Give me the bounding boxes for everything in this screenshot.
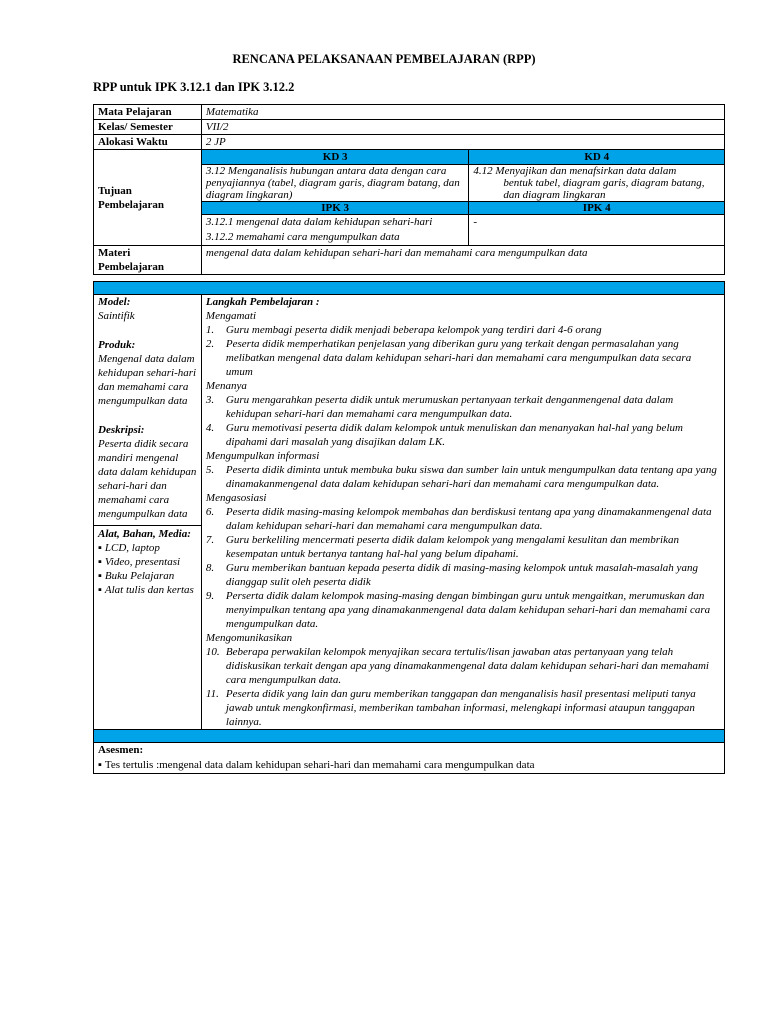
- step-item: [206, 393, 720, 421]
- alokasi-value: 2 JP: [201, 135, 724, 150]
- materi-row: [94, 246, 725, 275]
- kd4-header: KD 4: [469, 150, 725, 165]
- step-number: 11.: [205, 688, 219, 700]
- step-item: [206, 645, 720, 687]
- section-divider: [94, 730, 725, 743]
- step-text: Guru mengarahkan peserta didik untuk merumuskan pertanyaan terkait denganmengenal data dalam kehidupan sehari-hari dan memahami cara mengumpulkan data.: [225, 394, 674, 420]
- asesmen-label: Asesmen:: [98, 744, 144, 756]
- step-number: 5.: [205, 464, 215, 476]
- alat-item: ▪ Alat tulis dan kertas: [98, 583, 197, 597]
- kd4-rest: bentuk tabel, diagram garis, diagram batang, dan diagram lingkaran: [503, 177, 705, 201]
- step-item: [206, 533, 720, 561]
- mapel-value: Matematika: [201, 105, 724, 120]
- step-item: [206, 421, 720, 449]
- asesmen-item: ▪ Tes tertulis :mengenal data dalam kehidupan sehari-hari dan memahami cara mengumpulkan data: [98, 758, 720, 773]
- kd4-cell: [469, 165, 725, 202]
- step-text: Peserta didik memperhatikan penjelasan yang diberikan guru yang terkait dengan permasalahan yang melibatkan mengenal data dalam kehidupan sehari-hari dan memahami cara mengumpulkan data secara umum: [225, 338, 692, 378]
- step-text: Guru berkeliling mencermati peserta didik dalam kelompok yang mengalami kesulitan dan membrikan kesempatan untuk bertanya tantang hal-hal yang belum dipahami.: [225, 534, 679, 560]
- method-column: [94, 295, 202, 730]
- section-title: Mengumpulkan informasi: [205, 450, 320, 462]
- alokasi-row: [94, 135, 725, 150]
- section-divider: [94, 282, 725, 295]
- alat-item: ▪ Buku Pelajaran: [98, 569, 197, 583]
- kd4-prefix: 4.12 Menyajikan dan menafsirkan data dalam: [473, 165, 677, 177]
- kelas-value: VII/2: [201, 120, 724, 135]
- kd3-header: KD 3: [201, 150, 469, 165]
- langkah-heading: Langkah Pembelajaran :: [205, 296, 320, 308]
- materi-label: Materi Pembelajaran: [94, 246, 202, 275]
- ipk3-header: IPK 3: [201, 202, 469, 215]
- step-number: 9.: [205, 590, 215, 602]
- ipk3-cell: [201, 215, 469, 246]
- rpp-activity-table: [93, 281, 725, 774]
- model-label: Model:: [98, 296, 131, 308]
- step-item: [206, 463, 720, 491]
- step-number: 6.: [205, 506, 215, 518]
- step-text: Guru memotivasi peserta didik dalam kelompok untuk menuliskan dan menanyakan hal-hal yang belum dipahami dari masalah yang disajikan dalam LK.: [225, 422, 683, 448]
- model-value: Saintifik: [98, 310, 135, 322]
- document-subtitle: RPP untuk IPK 3.12.1 dan IPK 3.12.2: [93, 80, 295, 94]
- asesmen-cell: [94, 743, 725, 774]
- step-text: Perserta didik dalam kelompok masing-masing dengan bimbingan guru untuk mengaitkan, merumuskan dan menyimpulkan tentang apa yang dinamakanmengenal data dalam kehidupan sehari-hari dan memahami cara mengumpulkan data.: [225, 590, 711, 630]
- step-item: [206, 687, 720, 729]
- step-text: Peserta didik yang lain dan guru memberikan tanggapan dan menganalisis hasil presentasi meliputi tanya jawab untuk mengkonfirmasi, memberikan tambahan informasi, melengkapi informasi ataupun tanggapan lainnya.: [225, 688, 696, 728]
- alat-item: ▪ Video, presentasi: [98, 555, 197, 569]
- step-number: 2.: [205, 338, 215, 350]
- step-text: Peserta didik masing-masing kelompok membahas dan berdiskusi tentang apa yang dinamakanmengenal data dalam kehidupan sehari-hari dan memahami cara mengumpulkan data.: [225, 506, 712, 532]
- kd3-text: 3.12 Menganalisis hubungan antara data dengan cara penyajiannya (tabel, diagram garis, diagram batang, dan diagram lingkaran): [201, 165, 469, 202]
- alat-label: Alat, Bahan, Media:: [98, 528, 191, 540]
- section-title: Menanya: [205, 380, 247, 392]
- ipk3-item: 3.12.1 mengenal data dalam kehidupan sehari-hari: [205, 216, 433, 228]
- alokasi-label: Alokasi Waktu: [94, 135, 202, 150]
- section-title: Mengamati: [205, 310, 257, 322]
- step-item: [206, 337, 720, 379]
- rpp-header-table: [93, 104, 725, 275]
- produk-label: Produk:: [98, 339, 136, 351]
- document-title: RENCANA PELAKSANAAN PEMBELAJARAN (RPP): [232, 52, 536, 66]
- step-number: 3.: [205, 394, 215, 406]
- produk-value: Mengenal data dalam kehidupan sehari-hari dan memahami cara mengumpulkan data: [98, 353, 197, 407]
- step-text: Beberapa perwakilan kelompok menyajikan secara tertulis/lisan jawaban atas pertanyaan yang telah didiskusikan terkait dengan apa yang dinamakanmengenal data dalam kehidupan sehari-hari dan memahami cara mengumpulkan data.: [225, 646, 709, 686]
- step-text: Guru memberikan bantuan kepada peserta didik di masing-masing kelompok untuk masalah-masalah yang dianggap sulit oleh peserta didik: [225, 562, 698, 588]
- tujuan-label: Tujuan Pembelajaran: [94, 150, 202, 246]
- step-item: [206, 561, 720, 589]
- step-text: Peserta didik diminta untuk membuka buku siswa dan sumber lain untuk mengumpulkan data tentang apa yang dinamakanmengenal data dalam kehidupan sehari-hari dan memahami cara mengumpulkan data.: [225, 464, 717, 490]
- step-number: 1.: [205, 324, 215, 336]
- step-item: [206, 323, 720, 337]
- mapel-label: Mata Pelajaran: [94, 105, 202, 120]
- step-number: 7.: [205, 534, 215, 546]
- alat-item: ▪ LCD, laptop: [98, 541, 197, 555]
- deskripsi-label: Deskripsi:: [98, 424, 145, 436]
- step-text: Guru membagi peserta didik menjadi beberapa kelompok yang terdiri dari 4-6 orang: [225, 324, 602, 336]
- ipk4-value: -: [469, 215, 725, 246]
- step-item: [206, 589, 720, 631]
- langkah-column: [201, 295, 724, 730]
- step-number: 10.: [205, 646, 220, 658]
- deskripsi-value: Peserta didik secara mandiri mengenal data dalam kehidupan sehari-hari dan memahami cara mengumpulkan data: [98, 438, 197, 520]
- step-number: 8.: [205, 562, 215, 574]
- mapel-row: [94, 105, 725, 120]
- step-number: 4.: [205, 422, 215, 434]
- ipk3-item: 3.12.2 memahami cara mengumpulkan data: [205, 231, 400, 243]
- ipk4-header: IPK 4: [469, 202, 725, 215]
- kelas-row: [94, 120, 725, 135]
- kelas-label: Kelas/ Semester: [94, 120, 202, 135]
- step-item: [206, 505, 720, 533]
- section-title: Mengomunikasikan: [205, 632, 293, 644]
- materi-value: mengenal data dalam kehidupan sehari-hari dan memahami cara mengumpulkan data: [201, 246, 724, 275]
- section-title: Mengasosiasi: [205, 492, 267, 504]
